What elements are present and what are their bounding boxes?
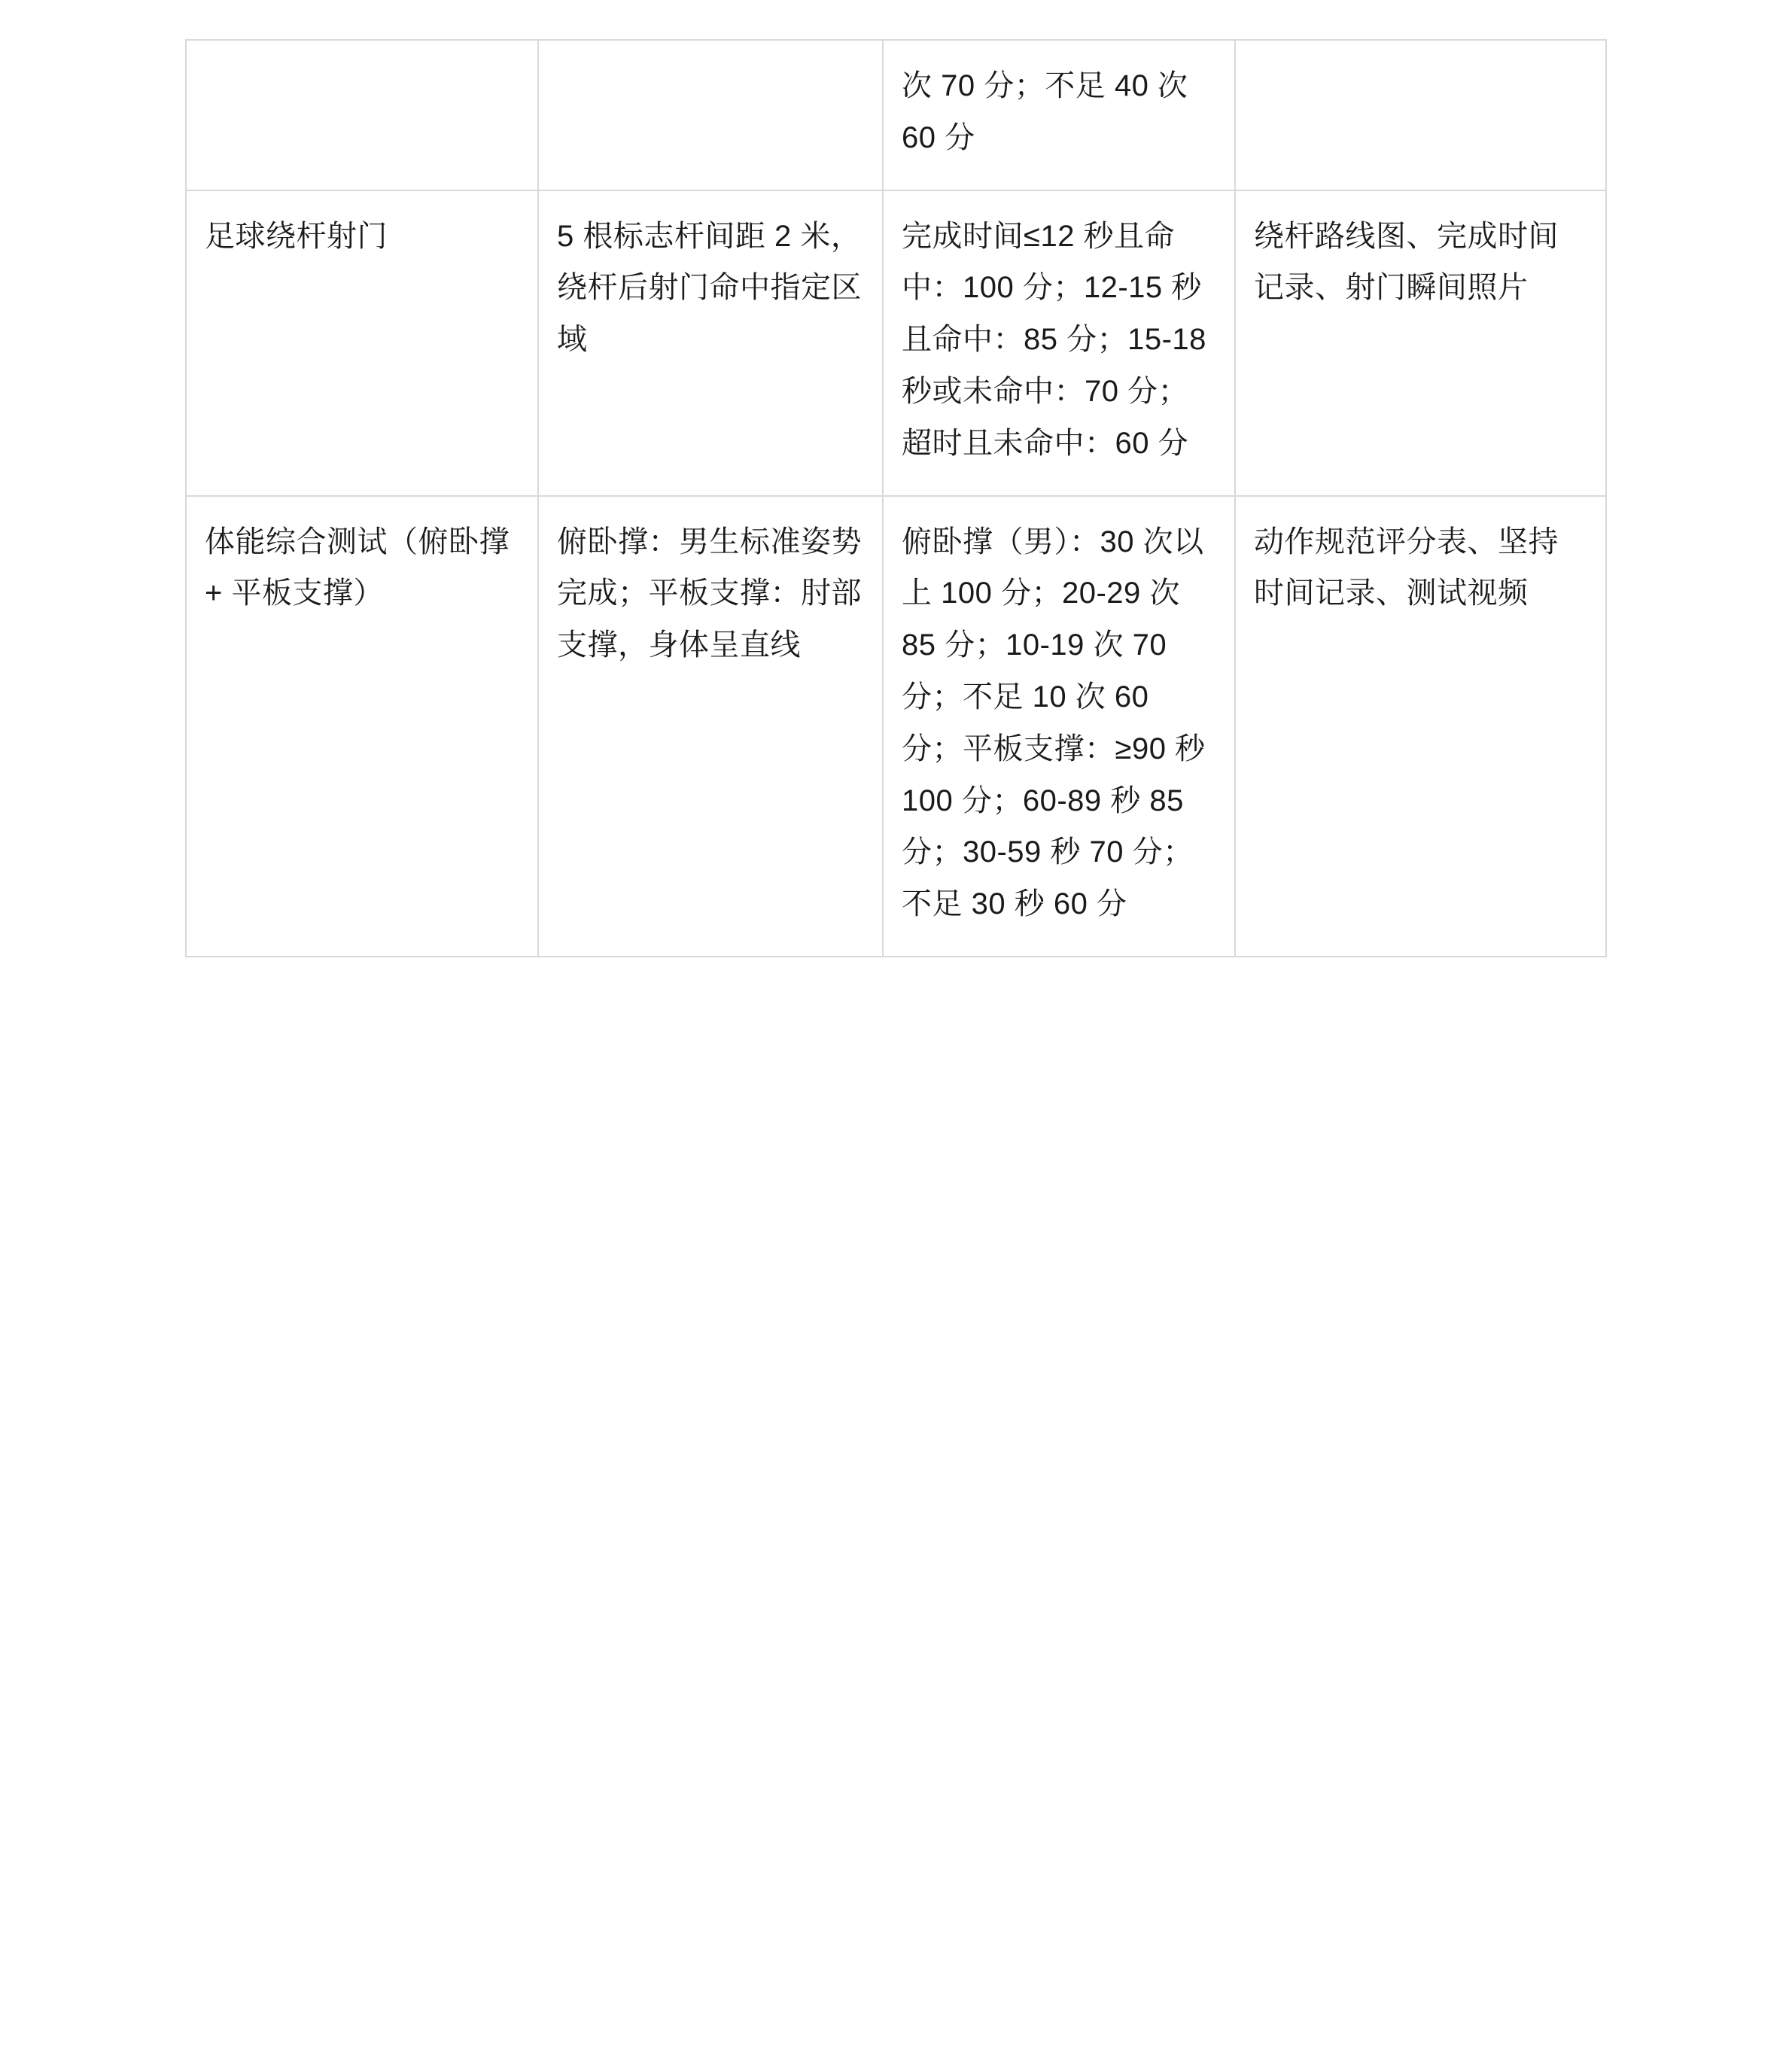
cell-project-name xyxy=(186,190,538,496)
cell-project-name xyxy=(186,40,538,190)
cell-method xyxy=(538,40,883,190)
cell-scoring xyxy=(883,496,1235,957)
cell-scoring xyxy=(883,190,1235,496)
cell-text: 俯卧撑（男）：30 次以上 100 分；20-29 次 85 分；10-19 次 70 分；不足 10 次 60 分；平板支撑：≥90 秒 100 分；60-89 秒 85 分；30-59 秒 70 分；不足 30 秒 60 分 xyxy=(902,525,1215,921)
cell-text xyxy=(557,60,866,75)
cell-text xyxy=(205,60,521,75)
table-row xyxy=(186,190,1606,496)
cell-evidence xyxy=(1235,40,1606,190)
cell-text: 绕杆路线图、完成时间记录、射门瞬间照片 xyxy=(1254,219,1559,305)
cell-method xyxy=(538,496,883,957)
cell-method xyxy=(538,190,883,496)
cell-text: 足球绕杆射门 xyxy=(205,219,388,253)
cell-text: 体能综合测试（俯卧撑 + 平板支撑） xyxy=(205,525,519,610)
cell-text: 次 70 分；不足 40 次 60 分 xyxy=(902,69,1197,154)
assessment-table xyxy=(185,39,1607,957)
cell-evidence xyxy=(1235,496,1606,957)
cell-text: 动作规范评分表、坚持时间记录、测试视频 xyxy=(1254,525,1559,610)
cell-text: 俯卧撑：男生标准姿势完成；平板支撑：肘部支撑，身体呈直线 xyxy=(557,525,862,662)
cell-text xyxy=(1254,60,1589,75)
table-row xyxy=(186,40,1606,190)
cell-text: 5 根标志杆间距 2 米，绕杆后射门命中指定区域 xyxy=(557,219,862,357)
cell-scoring xyxy=(883,40,1235,190)
table-row xyxy=(186,496,1606,957)
cell-project-name xyxy=(186,496,538,957)
cell-evidence xyxy=(1235,190,1606,496)
cell-text: 完成时间≤12 秒且命中：100 分；12-15 秒且命中：85 分；15-18 秒或未命中：70 分；超时且未命中：60 分 xyxy=(902,219,1215,460)
table-body xyxy=(186,40,1606,957)
